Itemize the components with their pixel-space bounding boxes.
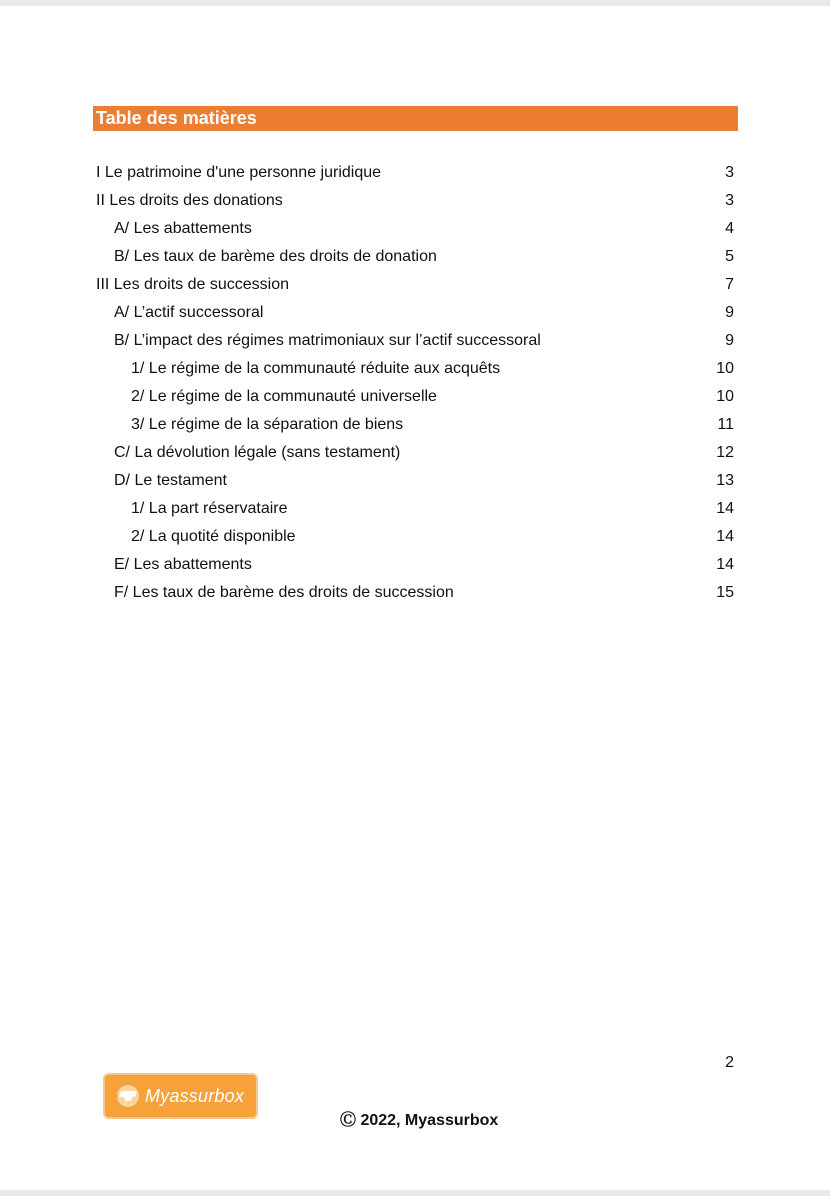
toc-entry[interactable] [96,553,734,581]
toc-entry-title: III Les droits de succession [96,276,289,293]
toc-entry-page: 15 [716,584,734,601]
toc-entry-page: 14 [716,500,734,517]
toc-entry[interactable] [96,441,734,469]
toc-entry-title: C/ La dévolution légale (sans testament) [114,444,401,461]
toc-entry-page: 12 [716,444,734,461]
toc-entry-title: A/ L’actif successoral [114,304,264,321]
toc-entry-page: 9 [725,332,734,349]
toc-entry[interactable] [96,161,734,189]
toc-entry[interactable] [96,525,734,553]
toc-entry[interactable] [96,329,734,357]
toc-entry[interactable] [96,469,734,497]
toc-entry-title: E/ Les abattements [114,556,252,573]
toc-entry-page: 4 [725,220,734,237]
page-number: 2 [725,1054,734,1071]
toc-entry-page: 10 [716,388,734,405]
toc-entry-page: 10 [716,360,734,377]
document-page [0,6,830,1190]
toc-entry[interactable] [96,273,734,301]
toc-entry[interactable] [96,301,734,329]
toc-entry-page: 11 [717,416,734,433]
toc-entry[interactable] [96,245,734,273]
toc-entry-title: 2/ Le régime de la communauté universelle [131,388,437,405]
toc-entry-title: B/ Les taux de barème des droits de donation [114,248,437,265]
toc-entry-page: 14 [716,528,734,545]
toc-entry-page: 13 [716,472,734,489]
toc-entry-title: 1/ Le régime de la communauté réduite aux acquêts [131,360,501,377]
toc-entry-page: 3 [725,192,734,209]
brand-logo [103,1073,258,1119]
toc-entry[interactable] [96,385,734,413]
toc-entry-page: 14 [716,556,734,573]
toc-entry[interactable] [96,413,734,441]
toc-title: Table des matières [93,106,738,131]
logo-text: Myassurbox [145,1085,245,1106]
copyright-notice: Ⓒ 2022, Myassurbox [340,1112,499,1129]
toc-list [96,161,734,609]
toc-entry[interactable] [96,217,734,245]
toc-entry-title: 1/ La part réservataire [131,500,288,517]
toc-entry-page: 3 [725,164,734,181]
toc-entry-title: I Le patrimoine d'une personne juridique [96,164,382,181]
toc-entry-page: 7 [725,276,734,293]
toc-entry[interactable] [96,189,734,217]
toc-entry-page: 5 [725,248,734,265]
toc-entry-title: II Les droits des donations [96,192,283,209]
graduation-cap-icon [117,1085,139,1107]
toc-entry-title: 3/ Le régime de la séparation de biens [131,416,404,433]
toc-entry-page: 9 [725,304,734,321]
toc-entry[interactable] [96,497,734,525]
toc-entry-title: B/ L’impact des régimes matrimoniaux sur l’actif successoral [114,332,541,349]
toc-entry[interactable] [96,357,734,385]
toc-entry-title: F/ Les taux de barème des droits de succession [114,584,454,601]
toc-entry[interactable] [96,581,734,609]
toc-entry-title: A/ Les abattements [114,220,252,237]
toc-entry-title: D/ Le testament [114,472,227,489]
toc-entry-title: 2/ La quotité disponible [131,528,296,545]
